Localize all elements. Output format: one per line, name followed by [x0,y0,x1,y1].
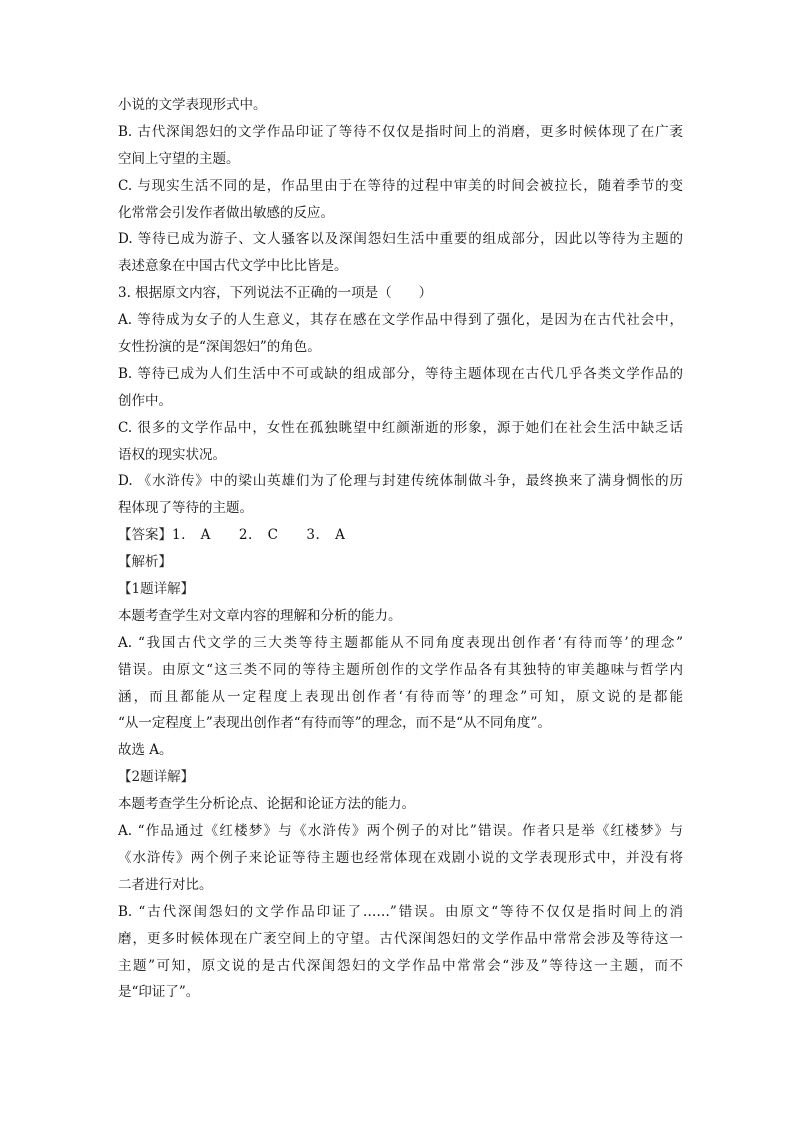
text-line: 化常常会引发作者做出敏感的反应。 [118,204,334,221]
text-line: 程体现了等待的主题。 [118,500,253,517]
text-line: 本题考查学生对文章内容的理解和分析的能力。 [118,607,402,624]
text-line: B. “古代深闺怨妇的文学作品印证了……”错误。由原文“等待不仅仅是指时间上的消 [118,903,683,920]
document-page [118,92,683,1006]
answer-values: 1. A 2. C 3. A [172,527,346,544]
text-line: 女性扮演的是“深闺怨妇”的角色。 [118,339,321,356]
text-line: 涵，而且都能从一定程度上表现出创作者‘有待而等’的理念”可知，原文说的是都能 [118,688,683,705]
text-line: C. 与现实生活不同的是，作品里由于在等待的过程中审美的时间会被拉长，随着季节的变 [118,177,683,194]
q1-detail-tag: 【1题详解】 [118,581,195,598]
text-line: 《水浒传》两个例子来论证等待主题也经常体现在戏剧小说的文学表现形式中，并没有将 [118,849,683,866]
text-line: 磨，更多时候体现在广袤空间上的守望。古代深闺怨妇的文学作品中常常会涉及等待这一 [118,930,683,947]
text-line: 语权的现实状况。 [118,446,226,463]
q2-detail-tag: 【2题详解】 [118,769,195,786]
text-line: A. “我国古代文学的三大类等待主题都能从不同角度表现出创作者‘有待而等’的理念” [118,634,683,651]
text-line: 是“印证了”。 [118,984,200,1001]
text-line: 二者进行对比。 [118,876,213,893]
answer-line [118,522,683,549]
text-line: 错误。由原文“这三类不同的等待主题所创作的文学作品各有其独特的审美趣味与哲学内 [118,661,683,678]
option-a: A. 等待成为女子的人生意义，其存在感在文学作品中得到了强化，是因为在古代社会中， [118,312,683,329]
option-b: B. 等待已成为人们生活中不可或缺的组成部分，等待主题体现在古代几乎各类文学作品的 [118,365,683,382]
option-d: D. 《水浒传》中的梁山英雄们为了伦理与封建传统体制做斗争，最终换来了满身惆怅的历 [118,473,683,490]
text-line: 本题考查学生分析论点、论据和论证方法的能力。 [118,796,415,813]
option-c: C. 很多的文学作品中，女性在孤独眺望中红颜渐逝的形象，源于她们在社会生活中缺乏话 [118,419,683,436]
text-line: 空间上守望的主题。 [118,150,240,167]
text-line: “从一定程度上”表现出创作者“有待而等”的理念，而不是“从不同角度”。 [118,715,551,732]
text-line: 小说的文学表现形式中。 [118,97,267,113]
answer-tag: 【答案】 [118,527,172,544]
text-line: 表述意象在中国古代文学中比比皆是。 [118,258,348,275]
analysis-tag: 【解析】 [118,554,172,571]
question-3-stem: 3. 根据原文内容，下列说法不正确的一项是（ ） [118,285,433,302]
text-line: 故选 A。 [118,742,173,759]
text-line: 主题”可知，原文说的是古代深闺怨妇的文学作品中常常会“涉及”等待这一主题，而不 [118,957,683,974]
text-line: D. 等待已成为游子、文人骚客以及深闺怨妇生活中重要的组成部分，因此以等待为主题的 [118,231,683,248]
text-line: A. “作品通过《红楼梦》与《水浒传》两个例子的对比”错误。作者只是举《红楼梦》与 [118,823,683,840]
text-line: B. 古代深闺怨妇的文学作品印证了等待不仅仅是指时间上的消磨，更多时候体现了在广袤 [118,123,683,140]
text-line: 创作中。 [118,392,172,409]
